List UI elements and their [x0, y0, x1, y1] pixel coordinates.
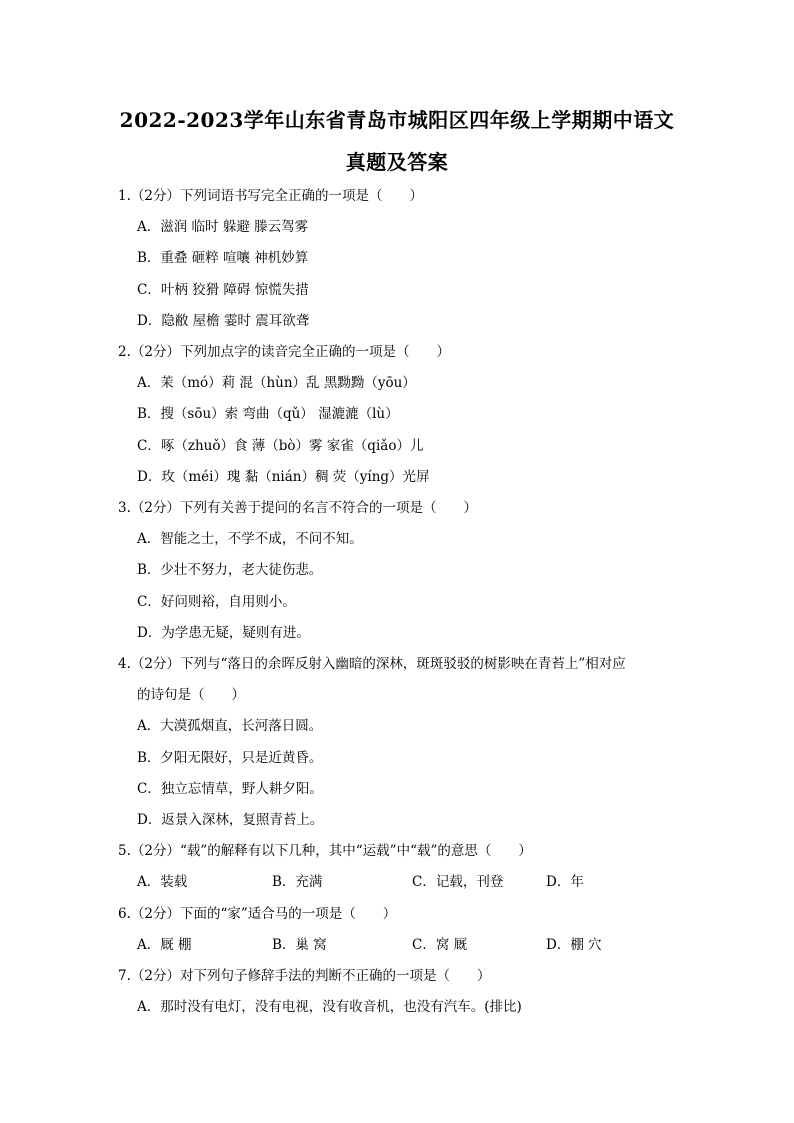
question-1-stem: 1.（2分）下列词语书写完全正确的一项是（ ）: [118, 188, 423, 204]
document-title-line-1: 2022-2023学年山东省青岛市城阳区四年级上学期期中语文: [119, 108, 675, 132]
question-1-option-b: B．重叠 砸粹 喧嚷 神机妙算: [137, 250, 309, 266]
question-4-option-c: C．独立忘情草，野人耕夕阳。: [137, 781, 323, 797]
question-5-option-a: A．装载: [137, 874, 188, 890]
question-7-option-a: A．那时没有电灯，没有电视，没有收音机，也没有汽车。(排比): [137, 999, 522, 1015]
question-2-option-a: A．茉（mó）莉 混（hùn）乱 黑黝黝（yōu）: [137, 375, 416, 391]
question-4-stem: 4.（2分）下列与“落日的余晖反射入幽暗的深林，斑斑驳驳的树影映在青苔上”相对应: [118, 656, 626, 672]
question-5-option-c: C．记载，刊登: [412, 874, 504, 890]
question-2-option-b: B．搜（sōu）索 弯曲（qǔ） 湿漉漉（lù）: [137, 406, 399, 422]
question-3-option-d: D．为学患无疑，疑则有进。: [137, 625, 310, 641]
question-4-option-a: A．大漠孤烟直，长河落日圆。: [137, 718, 323, 734]
question-5-stem: 5.（2分）“载”的解释有以下几种，其中“运载”中“载”的意思（ ）: [118, 843, 532, 859]
question-1-option-c: C．叶柄 狡猾 障碍 惊慌失措: [137, 282, 309, 298]
question-5-option-b: B．充满: [272, 874, 323, 890]
question-3-stem: 3.（2分）下列有关善于提问的名言不符合的一项是（ ）: [118, 500, 477, 516]
question-6-option-d: D．棚 穴: [546, 937, 602, 953]
question-2-option-d: D．玫（méi）瑰 黏（nián）稠 荧（yíng）光屏: [137, 469, 430, 485]
question-6-option-a: A．厩 棚: [137, 937, 192, 953]
question-6-option-c: C．窝 厩: [412, 937, 468, 953]
question-3-option-c: C．好问则裕，自用则小。: [137, 594, 296, 610]
question-1-option-d: D．隐敝 屋檐 霎时 震耳欲聋: [137, 313, 310, 329]
question-3-option-b: B．少壮不努力，老大徒伤悲。: [137, 562, 323, 578]
document-title-line-2: 真题及答案: [345, 150, 449, 174]
question-5-option-d: D．年: [546, 874, 584, 890]
question-4-option-d: D．返景入深林，复照青苔上。: [137, 812, 324, 828]
question-2-stem: 2.（2分）下列加点字的读音完全正确的一项是（ ）: [118, 344, 450, 360]
question-6-stem: 6.（2分）下面的“家”适合马的一项是（ ）: [118, 906, 397, 922]
question-1-option-a: A．滋润 临时 躲避 滕云驾雾: [137, 219, 309, 235]
question-7-stem: 7.（2分）对下列句子修辞手法的判断不正确的一项是（ ）: [118, 968, 491, 984]
question-4-option-b: B．夕阳无限好，只是近黄昏。: [137, 750, 323, 766]
question-3-option-a: A．智能之士，不学不成，不问不知。: [137, 531, 363, 547]
question-4-stem-continuation: 的诗句是（ ）: [137, 687, 245, 703]
question-6-option-b: B．巢 窝: [272, 937, 327, 953]
question-2-option-c: C．啄（zhuǒ）食 薄（bò）雾 家雀（qiǎo）儿: [137, 438, 424, 454]
